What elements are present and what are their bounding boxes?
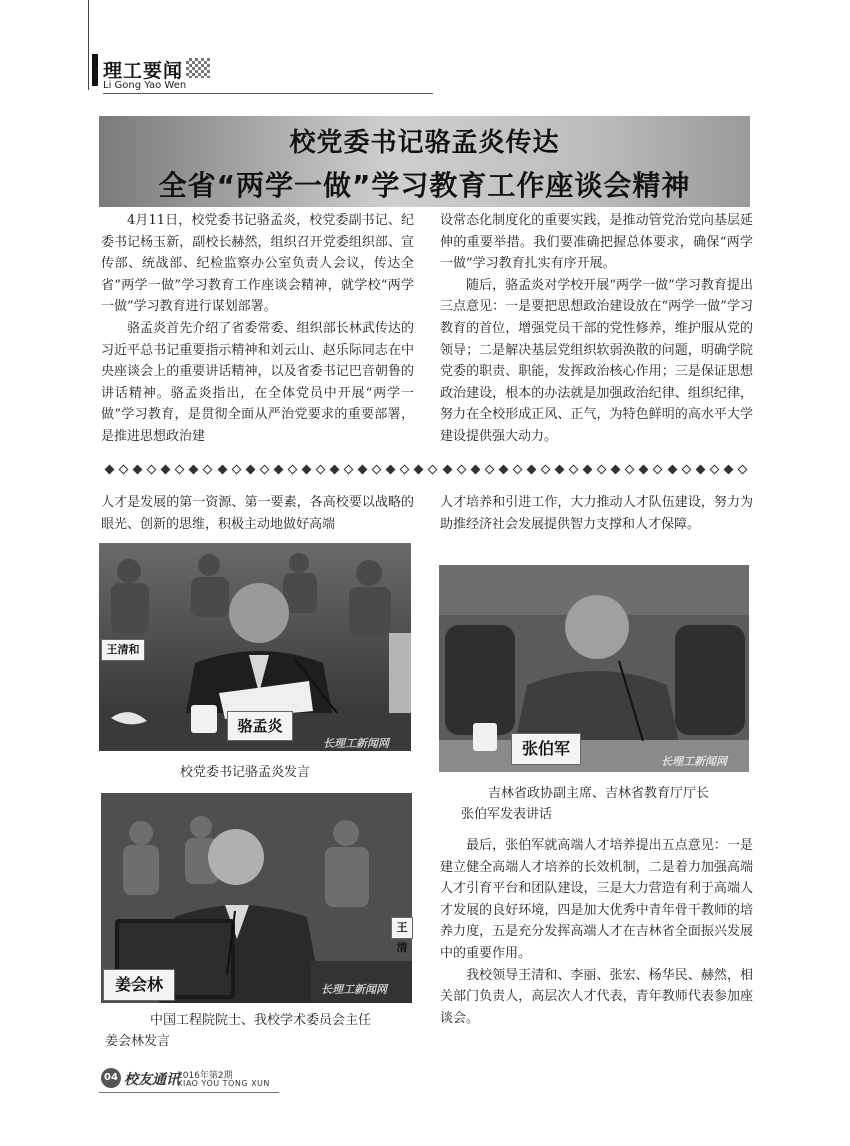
diamond-icon	[709, 464, 719, 474]
side-nameplate: 王清和	[101, 639, 145, 661]
nameplate: 骆孟炎	[227, 711, 293, 741]
watermark: 长理工新闻网	[323, 737, 389, 750]
diamond-icon	[484, 464, 494, 474]
article-title-line1: 校党委书记骆孟炎传达	[289, 128, 560, 158]
diamond-icon	[372, 464, 382, 474]
diamond-icon	[231, 464, 241, 474]
diamond-icon	[470, 464, 480, 474]
title-banner	[99, 116, 750, 207]
diamond-icon	[287, 464, 297, 474]
paragraph: 最后，张伯军就高端人才培养提出五点意见：一是建立健全高端人才培养的长效机制，二是着力加强高端人才引育平台和团队建设，三是大力营造有利于高端人才发展的良好环境，四是加大优秀中青年骨干教师的培养力度，五是充分发挥高端人才在吉林省全面振兴发展中的重要作用。	[440, 838, 753, 961]
side-nameplate: 王清	[391, 917, 413, 939]
page-number: 04	[101, 1068, 121, 1088]
watermark: 长理工新闻网	[661, 755, 727, 768]
diamond-icon	[442, 464, 452, 474]
diamond-icon	[611, 464, 621, 474]
diamond-icon	[105, 464, 115, 474]
diamond-icon	[597, 464, 607, 474]
paragraph: 人才是发展的第一资源、第一要素，各高校要以战略的眼光、创新的思维，积极主动地做好高端	[101, 495, 414, 532]
diamond-icon	[400, 464, 410, 474]
diamond-icon	[456, 464, 466, 474]
diamond-icon	[569, 464, 579, 474]
paragraph: 随后，骆孟炎对学校开展“两学一做”学习教育提出三点意见：一是要把思想政治建设放在“两学一做”学习教育的首位，增强党员干部的党性修养，维护服从党的领导；二是解决基层党组织软弱涣散的问题，明确学院党委的职责、职能，发挥政治核心作用；三是保证思想政治建设，根本的办法就是加强政治纪律、组织纪律，努力在全校形成正风、正气，为特色鲜明的高水平大学建设提供强大动力。	[440, 277, 753, 444]
checker-pattern-icon	[186, 58, 210, 78]
publication-name: 校友通讯	[124, 1072, 180, 1088]
diamond-icon	[245, 464, 255, 474]
diamond-icon	[189, 464, 199, 474]
photo-caption-line2: 张伯军发表讲话	[461, 807, 553, 822]
diamond-icon	[386, 464, 396, 474]
paragraph: 我校领导王清和、李丽、张宏、杨华民、赫然，相关部门负责人，高层次人才代表，青年教师代表参加座谈会。	[440, 967, 753, 1026]
diamond-icon	[133, 464, 143, 474]
photo-zhang-bojun-image	[439, 565, 749, 772]
diamond-icon	[667, 464, 677, 474]
paragraph: 骆孟炎首先介绍了省委常委、组织部长林武传达的习近平总书记重要指示精神和刘云山、赵乐际同志在中央座谈会上的重要讲话精神，以及省委书记巴音朝鲁的讲话精神。骆孟炎指出，在全体党员中开展“两学一做”学习教育，是贯彻全面从严治党要求的重要部署，是推进思想政治建	[101, 320, 414, 444]
diamond-icon	[428, 464, 438, 474]
section-title: 理工要闻	[103, 60, 184, 82]
photo-caption-line1: 中国工程院院士、我校学术委员会主任	[150, 1013, 372, 1028]
issue-label: 2016年第2期	[177, 1071, 233, 1081]
diamond-icon	[273, 464, 283, 474]
diamond-icon	[625, 464, 635, 474]
diamond-icon	[358, 464, 368, 474]
diamond-divider	[106, 462, 746, 476]
photo-caption-line2: 姜会林发言	[105, 1034, 171, 1049]
diamond-icon	[315, 464, 325, 474]
diamond-icon	[512, 464, 522, 474]
diamond-icon	[583, 464, 593, 474]
diamond-icon	[653, 464, 663, 474]
article-title-line2: 全省“两学一做”学习教育工作座谈会精神	[158, 169, 691, 202]
article-right-column	[440, 210, 753, 448]
diamond-icon	[526, 464, 536, 474]
article-left-column	[101, 210, 414, 448]
diamond-icon	[498, 464, 508, 474]
diamond-icon	[301, 464, 311, 474]
diamond-icon	[147, 464, 157, 474]
footer-rule	[99, 1092, 279, 1093]
diamond-icon	[344, 464, 354, 474]
diamond-icon	[695, 464, 705, 474]
photo-luo-mengyan	[99, 543, 411, 751]
section-subtitle: Li Gong Yao Wen	[103, 80, 187, 91]
diamond-icon	[175, 464, 185, 474]
paragraph: 4月11日，校党委书记骆孟炎，校党委副书记、纪委书记杨玉新，副校长赫然，组织召开党委组织部、宣传部、统战部、纪检监察办公室负责人会议，传达全省“两学一做”学习教育工作座谈会精神，就学校“两学一做”学习教育进行谋划部署。	[101, 213, 414, 315]
closing-text	[440, 835, 753, 1029]
photo-jiang-huilin	[101, 793, 412, 1003]
diamond-icon	[723, 464, 733, 474]
diamond-icon	[737, 464, 747, 474]
photo-caption: 校党委书记骆孟炎发言	[180, 765, 311, 780]
diamond-icon	[639, 464, 649, 474]
diamond-icon	[681, 464, 691, 474]
publication-pinyin: XIAO YOU TONG XUN	[177, 1079, 270, 1088]
nameplate: 张伯军	[511, 733, 581, 765]
diamond-icon	[203, 464, 213, 474]
continued-left-text	[101, 492, 414, 535]
header-marker	[92, 54, 98, 86]
diamond-icon	[119, 464, 129, 474]
diamond-icon	[540, 464, 550, 474]
photo-zhang-bojun	[439, 565, 749, 772]
header-rule	[103, 93, 433, 94]
diamond-icon	[414, 464, 424, 474]
photo-caption-line1: 吉林省政协副主席、吉林省教育厅厅长	[488, 786, 710, 801]
continued-right-text	[440, 492, 753, 535]
diamond-icon	[161, 464, 171, 474]
diamond-icon	[555, 464, 565, 474]
diamond-icon	[217, 464, 227, 474]
diamond-icon	[330, 464, 340, 474]
header-vertical-rule	[88, 0, 89, 90]
nameplate: 姜会林	[103, 969, 175, 1001]
paragraph: 人才培养和引进工作，大力推动人才队伍建设，努力为助推经济社会发展提供智力支撑和人才保障。	[440, 495, 753, 532]
watermark: 长理工新闻网	[321, 983, 387, 996]
diamond-icon	[259, 464, 269, 474]
paragraph: 设常态化制度化的重要实践，是推动管党治党向基层延伸的重要举措。我们要准确把握总体要求，确保“两学一做”学习教育扎实有序开展。	[440, 213, 753, 272]
